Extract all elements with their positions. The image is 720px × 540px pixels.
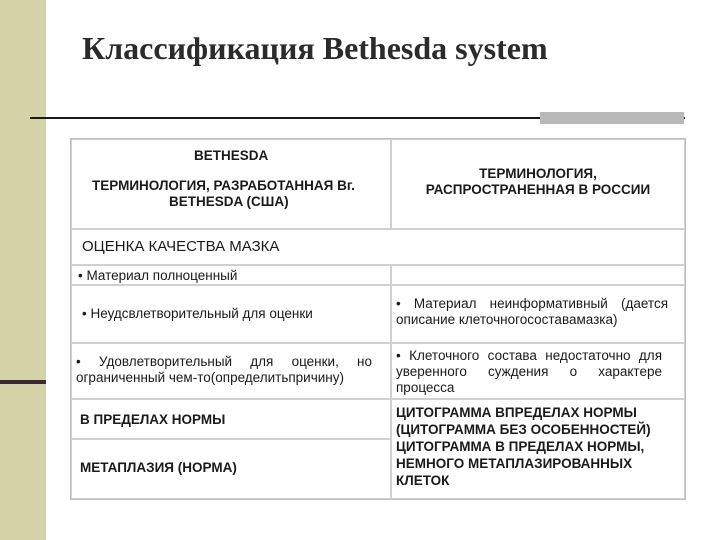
row-3-left [71,343,391,399]
quality-heading-text: ОЦЕНКА КАЧЕСТВА МАЗКА [82,238,280,255]
row-2-right-text: • Материал неинформативный (дается описание клеточногосоставамазка) [396,296,668,327]
title-underline-bar [540,112,684,124]
classification-table [70,138,686,500]
row-3-right [391,343,685,399]
row-4-left [71,399,391,439]
side-decor-accent [0,380,46,384]
row-2-left-text: • Неудсвлетворительный для оценки [82,306,313,321]
header-bethesda-line3: BETHESDA (США) [169,194,289,209]
header-russia-cell [391,139,685,229]
row-5-left [71,439,391,499]
side-decor-band [0,0,46,540]
header-russia-text: ТЕРМИНОЛОГИЯ, РАСПРОСТРАНЕННАЯ В РОССИИ [425,166,651,197]
slide-title: Классификация Bethesda system [82,30,548,66]
merged-right-cell [391,399,685,499]
row-4-left-text: В ПРЕДЕЛАХ НОРМЫ [80,412,226,427]
row-3-right-text: • Клеточного состава недостаточно для уверенного суждения о характере процесса [396,348,662,395]
row-2-right [391,285,685,343]
row-5-left-text: МЕТАПЛАЗИЯ (НОРМА) [80,460,237,475]
row-1-left [71,265,391,285]
header-bethesda-title: BETHESDA [194,148,269,163]
header-bethesda-cell [71,139,391,229]
row-1-right [391,265,685,285]
row-3-left-text: • Удовлетворительный для оценки, но ограниченный чем-то(определитьпричину) [76,354,372,385]
row-2-left [71,285,391,343]
merged-right-text: ЦИТОГРАММА ВПРЕДЕЛАХ НОРМЫ (ЦИТОГРАММА БЕЗ ОСОБЕННОСТЕЙ) ЦИТОГРАММА В ПРЕДЕЛАХ НОРМЫ, НЕМНОГО МЕТАПЛАЗИРОВАННЫХ КЛЕТОК [396,405,651,488]
quality-heading-row [71,229,685,265]
header-bethesda-line2: ТЕРМИНОЛОГИЯ, РАЗРАБОТАННАЯ Вг. [92,178,355,193]
row-1-left-text: • Материал полноценный [78,268,238,283]
